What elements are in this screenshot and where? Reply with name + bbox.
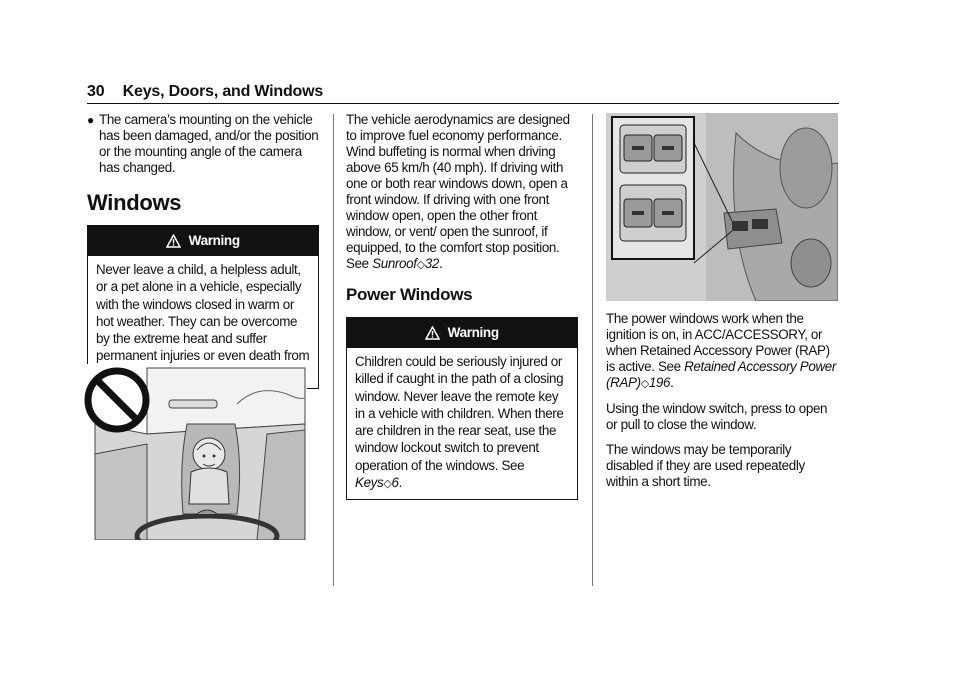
header-rule	[87, 103, 839, 104]
middle-column	[346, 112, 578, 500]
disabled-paragraph: The windows may be temporarily disabled if they are used repeatedly within a short time.	[606, 442, 805, 489]
ignition-text: The power windows work when the ignition is on, in ACC/ACCESSORY, or when Retained Accessory Power (RAP) is active. See	[606, 311, 830, 374]
bullet-item	[87, 112, 319, 176]
period: .	[670, 375, 674, 390]
warning-title: Warning	[447, 325, 499, 340]
warning-header	[347, 318, 577, 348]
keys-page[interactable]: 6	[391, 475, 399, 491]
ref-arrow-icon: ◇	[383, 478, 392, 491]
section-title: Keys, Doors, and Windows	[122, 83, 324, 100]
ref-arrow-icon: ◇	[416, 259, 425, 271]
warning-header	[88, 226, 318, 256]
period: .	[398, 475, 402, 491]
no-symbol-icon	[83, 366, 151, 439]
period: .	[438, 256, 443, 271]
keys-link[interactable]: Keys	[355, 475, 384, 491]
aerodynamics-paragraph	[346, 112, 578, 273]
page-header	[87, 83, 323, 101]
ref-arrow-icon: ◇	[640, 378, 649, 390]
left-column	[87, 112, 319, 389]
warning-triangle-icon	[166, 233, 188, 248]
sunroof-page[interactable]: 32	[424, 256, 439, 271]
warning-triangle-icon	[425, 325, 447, 340]
rap-link[interactable]: Retained Accessory Power (RAP)	[606, 359, 836, 390]
switch-paragraph: Using the window switch, press to open or pull to close the window.	[606, 401, 828, 432]
column-divider-2	[592, 114, 593, 586]
right-column	[606, 311, 840, 499]
warning-title: Warning	[188, 233, 240, 248]
power-windows-heading: Power Windows	[346, 285, 473, 304]
sunroof-link[interactable]: Sunroof	[372, 256, 417, 271]
warning-body-text: Children could be seriously injured or killed if caught in the path of a closing window. Never leave the remote key in a vehicle with children. When there are children in the rear seat, use the window lockout switch to prevent operation of the windows. See	[355, 354, 564, 473]
aerodynamics-text: The vehicle aerodynamics are designed to improve fuel economy performance. Wind buffeting is normal when driving above 65 km/h (40 mph). If driving with one or both rear windows down, open a front window. If driving with one front window open, open the other front window, or vent/ open the sunroof, if equipped, to the comfort stop position. See	[346, 112, 570, 271]
column-divider-1	[333, 114, 334, 586]
ignition-paragraph	[606, 311, 840, 392]
warning-text: Never leave a child, a helpless adult, or a pet alone in a vehicle, especially with the windows closed in warm or hot weather. They can be overcome by the extreme heat and suffer permanent injuries or even death from	[96, 262, 310, 364]
bullet-dot-icon: ●	[87, 113, 94, 127]
rap-page[interactable]: 196	[648, 375, 671, 390]
windows-heading: Windows	[87, 190, 182, 215]
warning-box-power-windows	[346, 317, 578, 500]
window-switch-illustration	[606, 113, 838, 301]
page-number: 30	[87, 83, 105, 100]
warning-text	[347, 348, 577, 499]
bullet-text: The camera’s mounting on the vehicle has been damaged, and/or the position or the mounting angle of the camera has changed.	[99, 112, 319, 175]
child-in-car-illustration	[87, 364, 307, 540]
